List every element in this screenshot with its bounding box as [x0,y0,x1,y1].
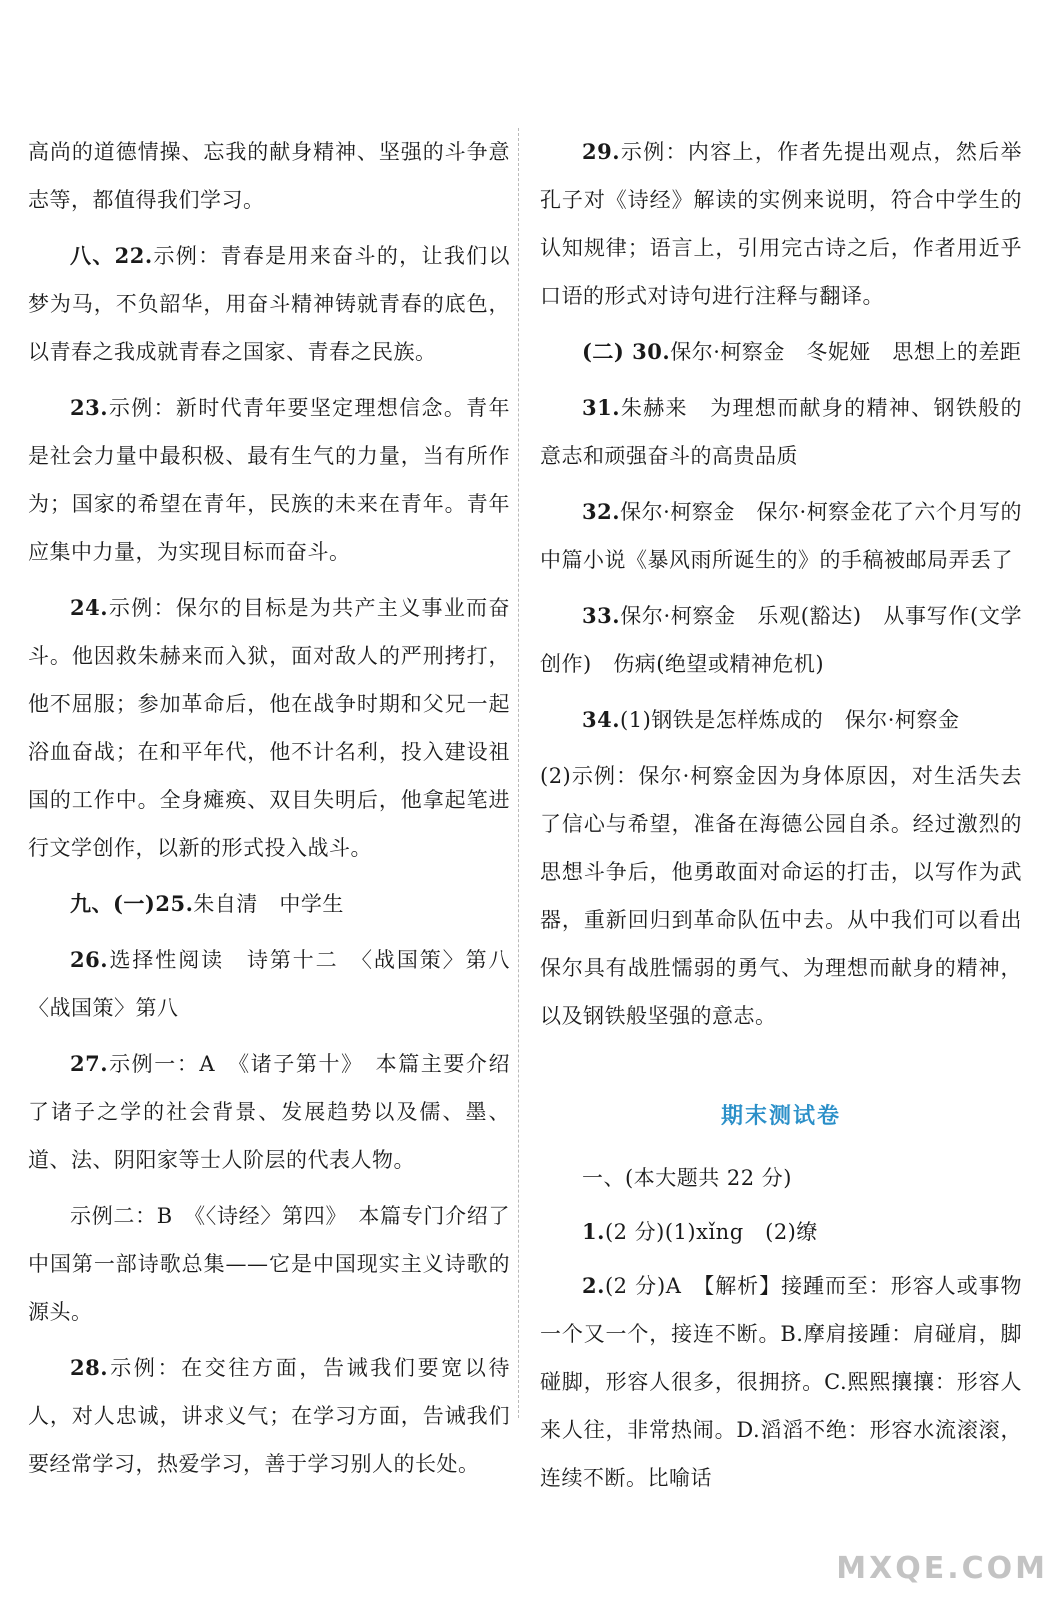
answer-text: (1)钢铁是怎样炼成的 保尔·柯察金 [620,708,960,732]
question-number: 2. [582,1273,605,1298]
answer-27 [28,1040,510,1184]
question-number: 29. [582,139,621,164]
answer-30 [540,328,1022,376]
answer-text: 保尔·柯察金 乐观(豁达) 从事写作(文学创作) 伤病(绝望或精神危机) [540,604,1022,676]
question-number: 27. [70,1051,109,1076]
question-number: 1. [582,1219,605,1244]
exam-answer-2 [540,1262,1022,1502]
answer-text: 示例：在交往方面，告诫我们要宽以待人，对人忠诚，讲求义气；在学习方面，告诫我们要经常学习，热爱学习，善于学习别人的长处。 [28,1356,510,1476]
column-divider [518,128,519,1418]
question-number: 31. [582,395,621,420]
answer-text: (2 分)A 【解析】接踵而至：形容人或事物一个又一个，接连不断。B.摩肩接踵：肩碰肩，脚碰脚，形容人很多，很拥挤。C.熙熙攘攘：形容人来人往，非常热闹。D.滔滔不绝：形容水流滚滚，连续不断。比喻话 [540,1274,1022,1490]
question-number: 26. [70,947,109,972]
answer-28 [28,1344,510,1488]
answer-33 [540,592,1022,688]
answer-text: (2 分)(1)xǐng (2)缭 [604,1220,818,1244]
answer-23 [28,384,510,576]
answer-25 [28,880,510,928]
question-number: 34. [582,707,621,732]
answer-text: 保尔·柯察金 冬妮娅 思想上的差距 [670,340,1022,364]
answer-22 [28,232,510,376]
answer-text: 保尔·柯察金 保尔·柯察金花了六个月写的中篇小说《暴风雨所诞生的》的手稿被邮局弄丢了 [540,500,1022,572]
question-number: 八、22. [70,243,153,268]
answer-text: 示例：保尔的目标是为共产主义事业而奋斗。他因救朱赫来而入狱，面对敌人的严刑拷打，他不屈服；参加革命后，他在战争时期和父兄一起浴血奋战；在和平年代，他不计名利，投入建设祖国的工作中。全身瘫痪、双目失明后，他拿起笔进行文学创作，以新的形式投入战斗。 [28,596,510,860]
answer-text: 示例：内容上，作者先提出观点，然后举孔子对《诗经》解读的实例来说明，符合中学生的认知规律；语言上，引用完古诗之后，作者用近乎口语的形式对诗句进行注释与翻译。 [540,140,1022,308]
question-number: 24. [70,595,109,620]
question-number: (二) 30. [582,339,671,364]
answer-31 [540,384,1022,480]
answer-text: 朱赫来 为理想而献身的精神、钢铁般的意志和顽强奋斗的高贵品质 [540,396,1022,468]
answer-paragraph: 高尚的道德情操、忘我的献身精神、坚强的斗争意志等，都值得我们学习。 [28,140,510,212]
answer-text: 选择性阅读 诗第十二 〈战国策〉第八 〈战国策〉第八 [28,948,532,1020]
answer-29 [540,128,1022,320]
answer-34-part-2: (2)示例：保尔·柯察金因为身体原因，对生活失去了信心与希望，准备在海德公园自杀。经过激烈的思想斗争后，他勇敢面对命运的打击，以写作为武器，重新回归到革命队伍中去。从中我们可以看出保尔具有战胜懦弱的勇气、为理想而献身的精神，以及钢铁般坚强的意志。 [540,764,1022,1028]
answer-34 [540,696,1022,744]
answer-27-example-2: 示例二：B 《〈诗经〉第四》 本篇专门介绍了中国第一部诗歌总集——它是中国现实主义诗歌的源头。 [28,1204,510,1324]
question-number: 32. [582,499,621,524]
question-number: 28. [70,1355,109,1380]
answer-24 [28,584,510,872]
exam-answer-1 [540,1208,1022,1256]
section-title: 一、(本大题共 22 分) [582,1166,792,1190]
question-number: 23. [70,395,109,420]
answer-text: 朱自清 中学生 [193,892,344,916]
question-number: 九、(一)25. [70,891,194,916]
right-column [540,128,1022,1508]
question-number: 33. [582,603,621,628]
watermark-logo: MXQE.COM [836,1551,1048,1586]
answer-32 [540,488,1022,584]
answer-text: 示例：新时代青年要坚定理想信念。青年是社会力量中最积极、最有生气的力量，当有所作为；国家的希望在青年，民族的未来在青年。青年应集中力量，为实现目标而奋斗。 [28,396,510,564]
answer-26 [28,936,532,1032]
answer-text: 示例：青春是用来奋斗的，让我们以梦为马，不负韶华，用奋斗精神铸就青春的底色，以青春之我成就青春之国家、青春之民族。 [28,244,510,364]
section-heading: 期末测试卷 [720,1103,841,1129]
left-column [28,128,532,1496]
answer-text: 示例一：A 《诸子第十》 本篇主要介绍了诸子之学的社会背景、发展趋势以及儒、墨、道、法、阴阳家等士人阶层的代表人物。 [28,1052,510,1172]
